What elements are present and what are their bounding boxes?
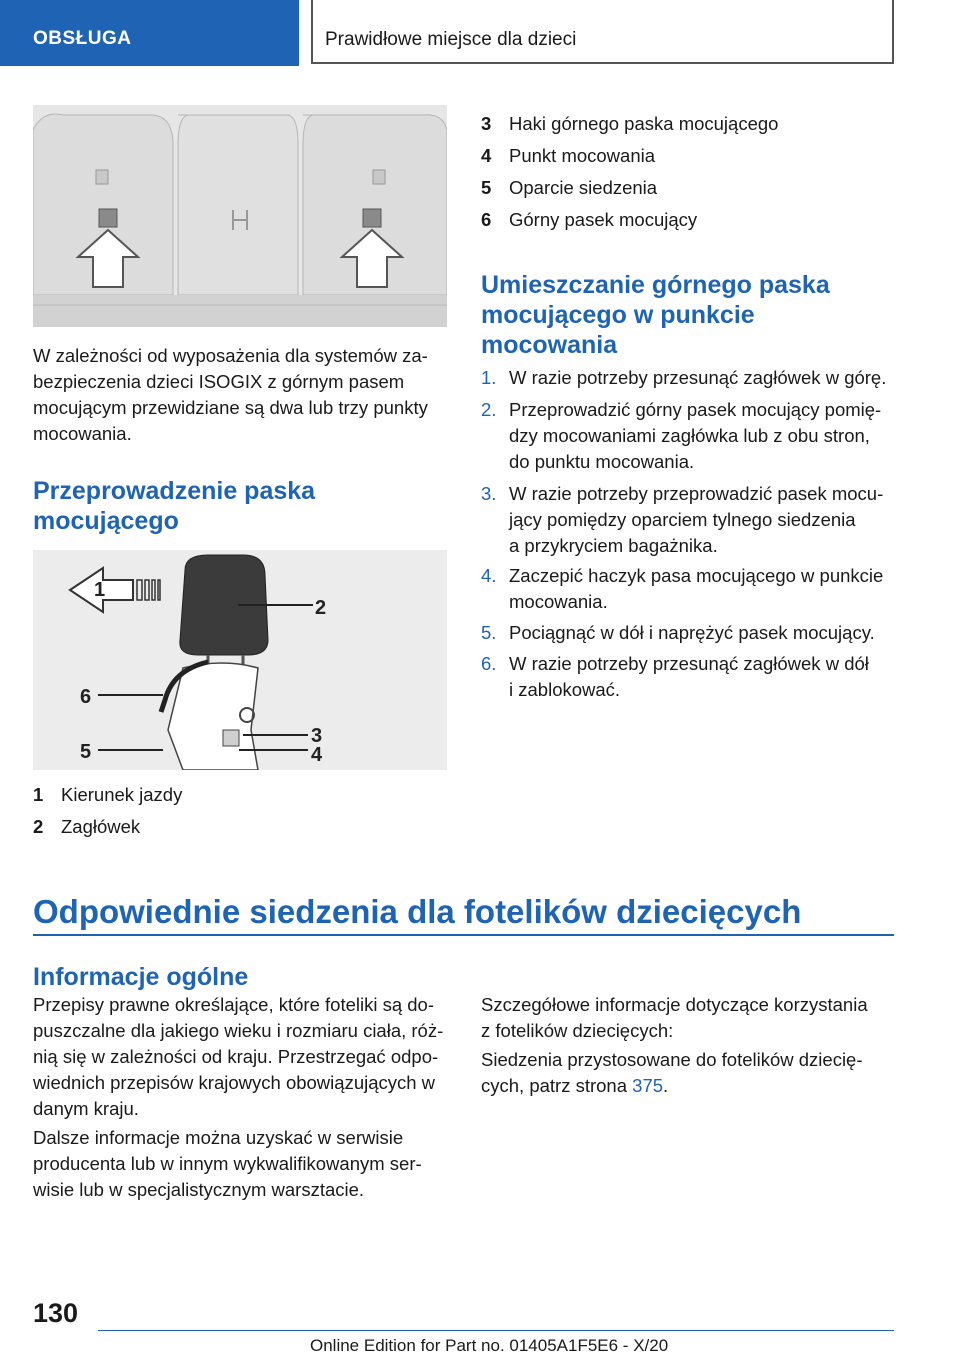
legend-number: 4 <box>481 145 492 166</box>
step-item <box>481 481 883 507</box>
figure-label-4: 4 <box>311 744 323 766</box>
legend-number: 1 <box>33 784 44 805</box>
section-title: Odpowiednie siedzenia dla fotelików dziecięcych <box>33 893 802 930</box>
step-text: Przeprowadzić górny pasek mocujący pomię- <box>509 399 882 420</box>
paragraph-line: Przepisy prawne określające, które foteliki są do- <box>33 994 435 1015</box>
figure-label-1: 1 <box>94 579 106 601</box>
step-number: 1. <box>481 367 497 388</box>
legend-text: Oparcie siedzenia <box>509 177 658 198</box>
header-section-label: OBSŁUGA <box>33 28 132 49</box>
legend-text: Górny pasek mocujący <box>509 209 698 230</box>
paragraph-text: . <box>663 1075 669 1096</box>
legend-number: 3 <box>481 113 492 134</box>
headrest-strap-diagram <box>33 550 447 770</box>
step-text: a przykryciem bagażnika. <box>509 535 718 556</box>
section-divider <box>33 934 894 936</box>
step-item <box>481 365 886 391</box>
page-reference-link[interactable]: 375 <box>632 1075 664 1096</box>
legend-number: 2 <box>33 816 44 837</box>
paragraph-line: Siedzenia przystosowane do fotelików dziecię- <box>481 1049 863 1070</box>
step-text: do punktu mocowania. <box>509 451 695 472</box>
legend-text: Punkt mocowania <box>509 145 656 166</box>
legend-item <box>33 814 140 840</box>
figure-label-6: 6 <box>80 686 92 708</box>
step-number: 2. <box>481 399 497 420</box>
legend-text: Haki górnego paska mocującego <box>509 113 779 134</box>
step-number: 5. <box>481 622 497 643</box>
legend-item <box>33 782 182 808</box>
subheading-general-info: Informacje ogólne <box>33 963 249 991</box>
paragraph-text: cych, patrz strona <box>481 1075 633 1096</box>
paragraph-line <box>481 1073 668 1099</box>
legend-number: 5 <box>481 177 492 198</box>
paragraph-line: danym kraju. <box>33 1098 139 1119</box>
step-item <box>481 620 875 646</box>
paragraph-line: producenta lub w innym wykwalifikowanym ser- <box>33 1153 422 1174</box>
paragraph-line: Dalsze informacje można uzyskać w serwisie <box>33 1127 404 1148</box>
legend-item <box>481 143 655 169</box>
seat-anchor-illustration <box>33 105 447 327</box>
footer-rule <box>98 1330 894 1331</box>
figure-label-2: 2 <box>315 597 327 619</box>
legend-item <box>481 111 778 137</box>
paragraph-line: wiednich przepisów krajowych obowiązujących w <box>33 1072 436 1093</box>
legend-item <box>481 207 697 233</box>
intro-text-line: W zależności od wyposażenia dla systemów za- <box>33 345 428 366</box>
header-title: Prawidłowe miejsce dla dzieci <box>325 29 577 50</box>
step-number: 6. <box>481 653 497 674</box>
step-text: jący pomiędzy oparciem tylnego siedzenia <box>509 509 856 530</box>
paragraph-line: nią się w zależności od kraju. Przestrzegać odpo- <box>33 1046 439 1067</box>
legend-item <box>481 175 657 201</box>
step-text: W razie potrzeby przesunąć zagłówek w dół <box>509 653 869 674</box>
footer-edition: Online Edition for Part no. 01405A1F5E6 - X/20 <box>310 1336 669 1355</box>
paragraph-line: puszczalne dla jakiego wieku i rozmiaru ciała, róż- <box>33 1020 444 1041</box>
step-text: mocowania. <box>509 591 608 612</box>
paragraph-line: z fotelików dziecięcych: <box>481 1020 674 1041</box>
step-item <box>481 397 881 423</box>
heading-routing-strap: Przeprowadzenie paska <box>33 477 316 505</box>
legend-text: Kierunek jazdy <box>61 784 183 805</box>
legend-number: 6 <box>481 209 492 230</box>
heading-routing-strap: mocującego <box>33 507 179 535</box>
intro-text-line: mocowania. <box>33 423 132 444</box>
step-number: 3. <box>481 483 497 504</box>
heading-attach-strap: mocowania <box>481 331 618 359</box>
step-text: dzy mocowaniami zagłówka lub z obu stron, <box>509 425 870 446</box>
step-item <box>481 651 869 677</box>
step-text: Pociągnąć w dół i naprężyć pasek mocujący. <box>509 622 875 643</box>
intro-text-line: bezpieczenia dzieci ISOGIX z górnym pasem <box>33 371 405 392</box>
paragraph-line: Szczegółowe informacje dotyczące korzystania <box>481 994 868 1015</box>
step-text: Zaczepić haczyk pasa mocującego w punkcie <box>509 565 884 586</box>
legend-text: Zagłówek <box>61 816 141 837</box>
figure-label-3: 3 <box>311 725 323 747</box>
heading-attach-strap: mocującego w punkcie <box>481 301 755 329</box>
step-number: 4. <box>481 565 497 586</box>
intro-text-line: mocującym przewidziane są dwa lub trzy punkty <box>33 397 428 418</box>
page-number: 130 <box>33 1298 79 1328</box>
step-text: W razie potrzeby przeprowadzić pasek mocu- <box>509 483 884 504</box>
step-text: i zablokować. <box>509 679 621 700</box>
figure-label-5: 5 <box>80 741 92 763</box>
step-text: W razie potrzeby przesunąć zagłówek w górę. <box>509 367 887 388</box>
step-item <box>481 563 883 589</box>
paragraph-line: wisie lub w specjalistycznym warsztacie. <box>33 1179 365 1200</box>
heading-attach-strap: Umieszczanie górnego paska <box>481 271 830 299</box>
